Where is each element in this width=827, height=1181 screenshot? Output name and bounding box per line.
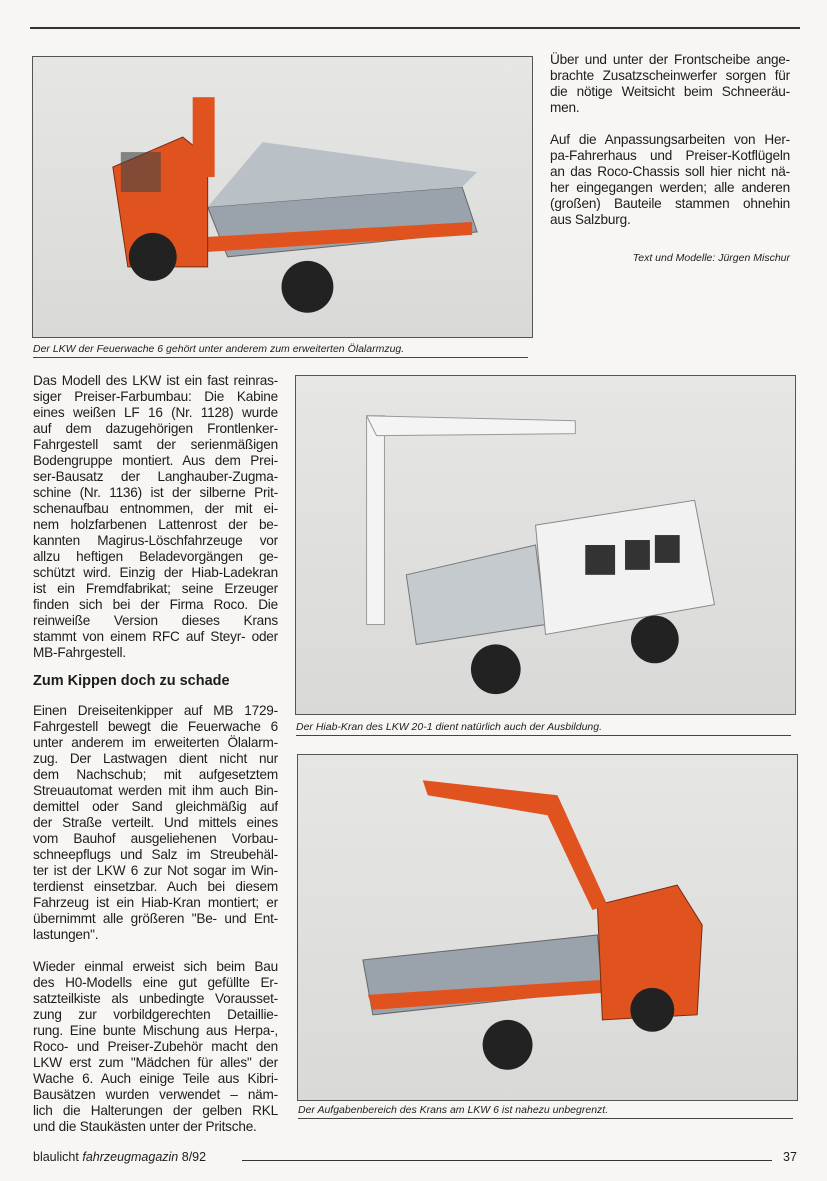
- text-line: Bodengruppe montiert. Aus dem Prei-: [33, 453, 278, 468]
- text-line: Roco- und Preiser-Zubehör macht den: [33, 1039, 278, 1054]
- text-line: Einen Dreiseitenkipper auf MB 1729-: [33, 703, 278, 718]
- paragraph: [33, 959, 278, 1135]
- text-line: eines weißen LF 16 (Nr. 1128) wurde: [33, 405, 278, 420]
- text-line: der Straße verteilt. Und mittels eines: [33, 815, 278, 830]
- text-line: aus Salzburg.: [550, 212, 631, 227]
- text-line: Über und unter der Frontscheibe ange-: [550, 52, 790, 67]
- right-column-text: [550, 52, 790, 244]
- text-line: brachte Zusatzscheinwerfer sorgen für: [550, 68, 790, 83]
- text-line: Wache 6. Auch einige Teile aus Kibri-: [33, 1071, 278, 1086]
- photo-crane-tipper-orange: [297, 754, 798, 1101]
- text-line: reinweiße Version dieses Krans: [33, 613, 278, 628]
- text-line: Fahrgestell samt der serienmäßigen: [33, 437, 278, 452]
- issue-number: 8/92: [181, 1150, 207, 1164]
- text-line: schine (Nr. 1136) ist der silberne Prit-: [33, 485, 278, 500]
- author-credit: Text und Modelle: Jürgen Mischur: [632, 252, 790, 264]
- text-line: ser-Bausatz der Langhauber-Zugma-: [33, 469, 278, 484]
- text-line: siger Preiser-Farbumbau: Die Kabine: [33, 389, 278, 404]
- photo1-caption: Der LKW der Feuerwache 6 gehört unter anderem zum erweiterten Ölalarmzug.: [33, 343, 528, 358]
- text-line: pa-Fahrerhaus und Preiser-Kotflügeln: [550, 148, 790, 163]
- text-line: Bausätzen wurden verwendet – näm-: [33, 1087, 278, 1102]
- text-line: ter ist der LKW 6 zur Not sogar im Win-: [33, 863, 278, 878]
- text-line: her eingegangen werden; alle anderen: [550, 180, 790, 195]
- text-line: Wieder einmal erweist sich beim Bau: [33, 959, 278, 974]
- magazine-name: fahrzeugmagazin: [82, 1150, 179, 1164]
- top-rule: [30, 27, 800, 29]
- text-line: zug. Der Lastwagen dient nicht nur: [33, 751, 278, 766]
- text-line: zung zur vorbildgerechten Detaillie-: [33, 1007, 278, 1022]
- text-line: schneepflugs und Salz im Streubehäl-: [33, 847, 278, 862]
- paragraph: [550, 52, 790, 116]
- text-line: und die Staukästen unter der Pritsche.: [33, 1119, 257, 1134]
- footer-publication: [33, 1150, 206, 1164]
- photo-crane-truck-white: [295, 375, 796, 715]
- text-line: schützt wird. Einzig der Hiab-Ladekran: [33, 565, 278, 580]
- text-line: Das Modell des LKW ist ein fast reinras-: [33, 373, 278, 388]
- text-line: satzteilkiste als unbedingte Vorausset-: [33, 991, 278, 1006]
- truck-image: [298, 755, 797, 1100]
- paragraph: [33, 703, 278, 943]
- text-line: Streuautomat werden mit ihm auch Bin-: [33, 783, 278, 798]
- text-line: ist ein Fremdfabrikat; seine Erzeuger: [33, 581, 278, 596]
- text-line: men.: [550, 100, 580, 115]
- footer-rule: [242, 1160, 772, 1161]
- truck-image: [296, 376, 795, 714]
- text-line: LKW erst zum "Mädchen für alles" der: [33, 1055, 278, 1070]
- text-line: Fahrzeug ist ein Hiab-Kran montiert; er: [33, 895, 278, 910]
- text-line: rung. Eine bunte Mischung aus Herpa-,: [33, 1023, 278, 1038]
- text-line: allzu heftigen Beladevorgängen ge-: [33, 549, 278, 564]
- text-line: demittel oder Sand gleichmäßig auf: [33, 799, 278, 814]
- text-line: (großen) Bauteile stammen ohnehin: [550, 196, 790, 211]
- text-line: schenaufbau entnommen, der mit ei-: [33, 501, 278, 516]
- text-line: auf dem dazugehörigen Frontlenker-: [33, 421, 278, 436]
- text-line: kannten Magirus-Löschfahrzeuge vor: [33, 533, 278, 548]
- text-line: des H0-Modells eine gut gefüllte Er-: [33, 975, 278, 990]
- text-line: nem holzfarbenen Lattenrost der be-: [33, 517, 278, 532]
- text-line: lastungen".: [33, 927, 99, 942]
- photo-tipper-truck: [32, 56, 533, 338]
- text-line: stammt von einem RFC auf Steyr- oder: [33, 629, 278, 644]
- text-line: MB-Fahrgestell.: [33, 645, 126, 660]
- publication-name: blaulicht: [33, 1150, 79, 1164]
- text-line: übernimmt alle größeren "Be- und Ent-: [33, 911, 278, 926]
- text-line: an das Roco-Chassis soll hier nicht nä-: [550, 164, 790, 179]
- text-line: Auf die Anpassungsarbeiten von Her-: [550, 132, 790, 147]
- text-line: terdienst einsetzbar. Auch bei diesem: [33, 879, 278, 894]
- text-line: dem Nachschub; mit aufgesetztem: [33, 767, 278, 782]
- photo2-caption: Der Hiab-Kran des LKW 20-1 dient natürlich auch der Ausbildung.: [296, 721, 791, 736]
- text-line: lich die Halterungen der gelben RKL: [33, 1103, 278, 1118]
- left-column-body: [33, 703, 278, 1151]
- text-line: die nötige Weitsicht beim Schneeräu-: [550, 84, 790, 99]
- paragraph: [33, 373, 278, 661]
- section-heading: Zum Kippen doch zu schade: [33, 673, 230, 689]
- truck-image: [33, 57, 532, 337]
- photo3-caption: Der Aufgabenbereich des Krans am LKW 6 ist nahezu unbegrenzt.: [298, 1104, 793, 1119]
- text-line: unter anderem im erweiterten Ölalarm-: [33, 735, 278, 750]
- left-column-intro: [33, 373, 278, 677]
- text-line: vom Bauhof ausgeliehenen Vorbau-: [33, 831, 278, 846]
- text-line: Fahrgestell bewegt die Feuerwache 6: [33, 719, 278, 734]
- paragraph: [550, 132, 790, 228]
- text-line: finden sich bei der Firma Roco. Die: [33, 597, 278, 612]
- page-number: 37: [783, 1150, 797, 1164]
